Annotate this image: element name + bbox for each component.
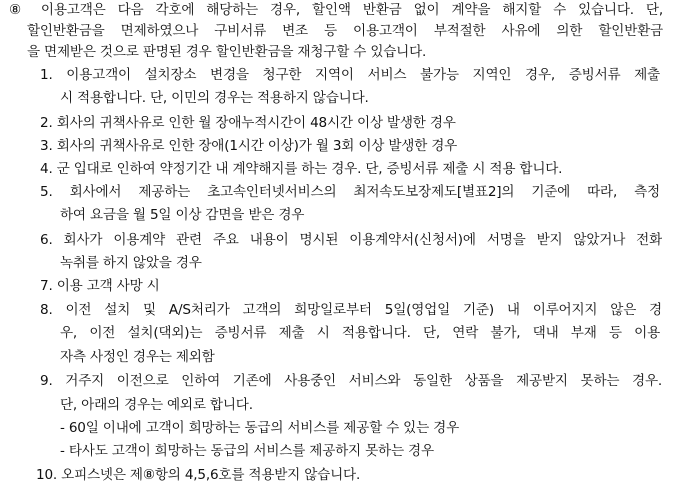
item-8-line-1: 8. 이전 설치 및 A/S처리가 고객의 희망일로부터 5일(영업일 기준) 내 이루어지지 않은 경 <box>40 302 662 318</box>
item-9-line-1: 9. 거주지 이전으로 인하여 기존에 사용중인 서비스와 동일한 상품을 제공받지 못하는 경우. <box>40 373 662 389</box>
item-1-line-2: 시 적용합니다. 단, 이민의 경우는 적용하지 않습니다. <box>60 90 369 106</box>
item-1-line-1: 1. 이용고객이 설치장소 변경을 청구한 지역이 서비스 불가능 지역인 경우, 증빙서류 제출 <box>40 67 660 83</box>
item-7: 7. 이용 고객 사망 시 <box>40 278 160 294</box>
item-8-line-3: 자측 사정인 경우는 제외함 <box>60 349 215 365</box>
item-9-bullet-1: - 60일 이내에 고객이 희망하는 동급의 서비스를 제공할 수 있는 경우 <box>60 420 460 436</box>
item-9-line-2: 단, 아래의 경우는 예외로 합니다. <box>60 397 253 413</box>
intro-line-1: ⑧ 이용고객은 다음 각호에 해당하는 경우, 할인액 반환금 없이 계약을 해지할 수 있습니다. 단, <box>9 2 663 18</box>
item-5-line-1: 5. 회사에서 제공하는 초고속인터넷서비스의 최저속도보장제도[별표2]의 기준에 따라, 측정 <box>40 184 660 200</box>
item-8-line-2: 우, 이전 설치(댁외)는 증빙서류 제출 시 적용합니다. 단, 연락 불가, 댁내 부재 등 이용 <box>60 325 660 341</box>
intro-line-2: 할인반환금을 면제하였으나 구비서류 변조 등 이용고객이 부적절한 사유에 의한 할인반환금 <box>27 23 663 39</box>
item-4: 4. 군 입대로 인하여 약정기간 내 계약해지를 하는 경우. 단, 증빙서류 제출 시 적용 합니다. <box>40 161 563 177</box>
item-3: 3. 회사의 귀책사유로 인한 장애(1시간 이상)가 월 3회 이상 발생한 경우 <box>40 138 458 154</box>
item-5-line-2: 하여 요금을 월 5일 이상 감면을 받은 경우 <box>60 207 305 223</box>
item-9-bullet-2: - 타사도 고객이 희망하는 동급의 서비스를 제공하지 못하는 경우 <box>60 443 434 459</box>
item-10: 10. 오피스넷은 제⑧항의 4,5,6호를 적용받지 않습니다. <box>36 467 361 483</box>
item-6-line-1: 6. 회사가 이용계약 관련 주요 내용이 명시된 이용계약서(신청서)에 서명을 받지 않았거나 전화 <box>40 232 662 248</box>
item-2: 2. 회사의 귀책사유로 인한 월 장애누적시간이 48시간 이상 발생한 경우 <box>40 115 456 131</box>
intro-line-3: 을 면제받은 것으로 판명된 경우 할인반환금을 재청구할 수 있습니다. <box>27 44 427 60</box>
item-6-line-2: 녹취를 하지 않았을 경우 <box>60 255 202 271</box>
